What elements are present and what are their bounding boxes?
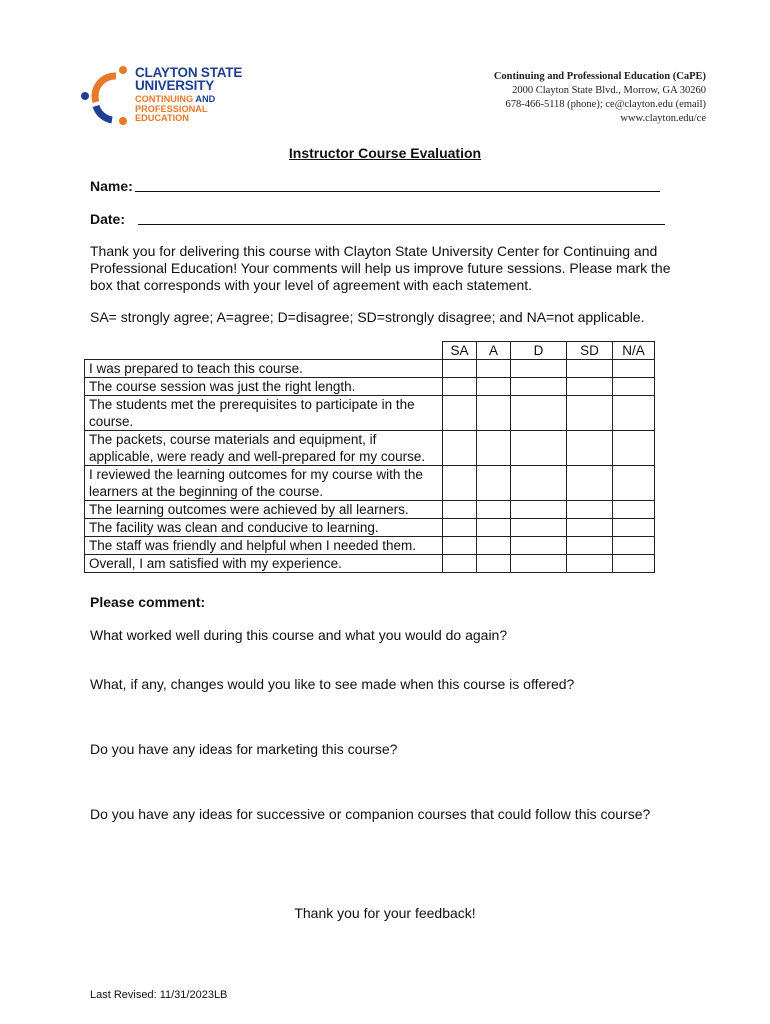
rating-box-sa[interactable] [443,537,477,555]
page-title: Instructor Course Evaluation [288,145,482,161]
rating-box-sd[interactable] [567,537,613,555]
logo-sub-line3: EDUCATION [135,113,189,123]
header-blank-cell [85,342,443,360]
rating-box-sa[interactable] [443,466,477,501]
statement-text: The facility was clean and conducive to learning. [85,519,443,537]
rating-box-a[interactable] [477,360,511,378]
rating-box-d[interactable] [511,555,567,573]
rating-box-sd[interactable] [567,378,613,396]
rating-box-sa[interactable] [443,519,477,537]
comment-question-2: What, if any, changes would you like to see made when this course is offered? [90,676,575,692]
rating-box-d[interactable] [511,537,567,555]
last-revised: Last Revised: 11/31/2023LB [90,989,228,1001]
statement-text: Overall, I am satisfied with my experience. [85,555,443,573]
rating-box-na[interactable] [613,537,655,555]
rating-box-a[interactable] [477,519,511,537]
statement-text: The learning outcomes were achieved by all learners. [85,501,443,519]
column-header-sd: SD [567,342,613,360]
scale-legend: SA= strongly agree; A=agree; D=disagree; SD=strongly disagree; and NA=not applicable. [90,309,645,325]
statement-text: I reviewed the learning outcomes for my course with the learners at the beginning of the course. [85,466,443,501]
thank-you-text: Thank you for your feedback! [294,905,476,921]
rating-box-sa[interactable] [443,431,477,466]
statement-text: The packets, course materials and equipment, if applicable, were ready and well-prepared for my course. [85,431,443,466]
table-row [85,519,655,537]
name-label: Name: [90,178,133,194]
rating-box-na[interactable] [613,466,655,501]
logo-name-line2: UNIVERSITY [135,78,215,93]
rating-box-a[interactable] [477,431,511,466]
logo-mark-icon [80,66,132,126]
contact-block [494,70,706,126]
evaluation-table [84,341,655,573]
rating-box-a[interactable] [477,537,511,555]
rating-box-na[interactable] [613,360,655,378]
comment-question-4: Do you have any ideas for successive or companion courses that could follow this course? [90,806,651,822]
comment-heading: Please comment: [90,594,206,610]
logo-sub-and: AND [193,94,216,104]
rating-box-d[interactable] [511,431,567,466]
statement-text: The students met the prerequisites to participate in the course. [85,396,443,431]
rating-box-sd[interactable] [567,431,613,466]
rating-box-sd[interactable] [567,396,613,431]
university-logo [80,66,255,126]
table-row [85,360,655,378]
rating-box-a[interactable] [477,555,511,573]
rating-box-a[interactable] [477,396,511,431]
table-row [85,431,655,466]
table-row [85,501,655,519]
rating-box-sa[interactable] [443,501,477,519]
comment-question-3: Do you have any ideas for marketing this course? [90,741,398,757]
rating-box-na[interactable] [613,396,655,431]
rating-box-d[interactable] [511,378,567,396]
rating-box-d[interactable] [511,466,567,501]
date-label: Date: [90,211,126,227]
rating-box-sd[interactable] [567,519,613,537]
contact-phone-email: 678-466-5118 (phone); ce@clayton.edu (email) [505,99,706,110]
rating-box-d[interactable] [511,501,567,519]
name-field[interactable] [135,176,660,192]
rating-box-d[interactable] [511,519,567,537]
rating-box-a[interactable] [477,466,511,501]
statement-text: The course session was just the right length. [85,378,443,396]
column-header-d: D [511,342,567,360]
rating-box-sa[interactable] [443,378,477,396]
rating-box-na[interactable] [613,431,655,466]
rating-box-a[interactable] [477,501,511,519]
date-field[interactable] [138,209,665,225]
rating-box-sd[interactable] [567,466,613,501]
table-header-row [85,342,655,360]
column-header-a: A [477,342,511,360]
table-row [85,537,655,555]
contact-address: 2000 Clayton State Blvd., Morrow, GA 30260 [512,85,706,96]
rating-box-na[interactable] [613,378,655,396]
contact-org: Continuing and Professional Education (CaPE) [493,71,706,82]
rating-box-sa[interactable] [443,360,477,378]
logo-name-line1: CLAYTON STATE [135,65,243,80]
contact-web: www.clayton.edu/ce [620,113,706,124]
rating-box-sa[interactable] [443,555,477,573]
column-header-sa: SA [443,342,477,360]
table-row [85,396,655,431]
table-row [85,466,655,501]
logo-sub-line1: CONTINUING [135,94,194,104]
logo-sub-line2: PROFESSIONAL [135,103,208,114]
rating-box-a[interactable] [477,378,511,396]
statement-text: The staff was friendly and helpful when I needed them. [85,537,443,555]
comment-question-1: What worked well during this course and what you would do again? [90,627,508,643]
table-row [85,378,655,396]
rating-box-sd[interactable] [567,555,613,573]
table-row [85,555,655,573]
rating-box-d[interactable] [511,396,567,431]
statement-text: I was prepared to teach this course. [85,360,443,378]
intro-text: Thank you for delivering this course with Clayton State University Center for Continuing and Professional Education! Your comments will help us improve future sessions. Please mark the box that corresponds with your level of agreement with each statement. [90,243,671,293]
rating-box-sa[interactable] [443,396,477,431]
rating-box-sd[interactable] [567,360,613,378]
rating-box-na[interactable] [613,519,655,537]
rating-box-na[interactable] [613,555,655,573]
rating-box-d[interactable] [511,360,567,378]
rating-box-na[interactable] [613,501,655,519]
column-header-na: N/A [613,342,655,360]
rating-box-sd[interactable] [567,501,613,519]
